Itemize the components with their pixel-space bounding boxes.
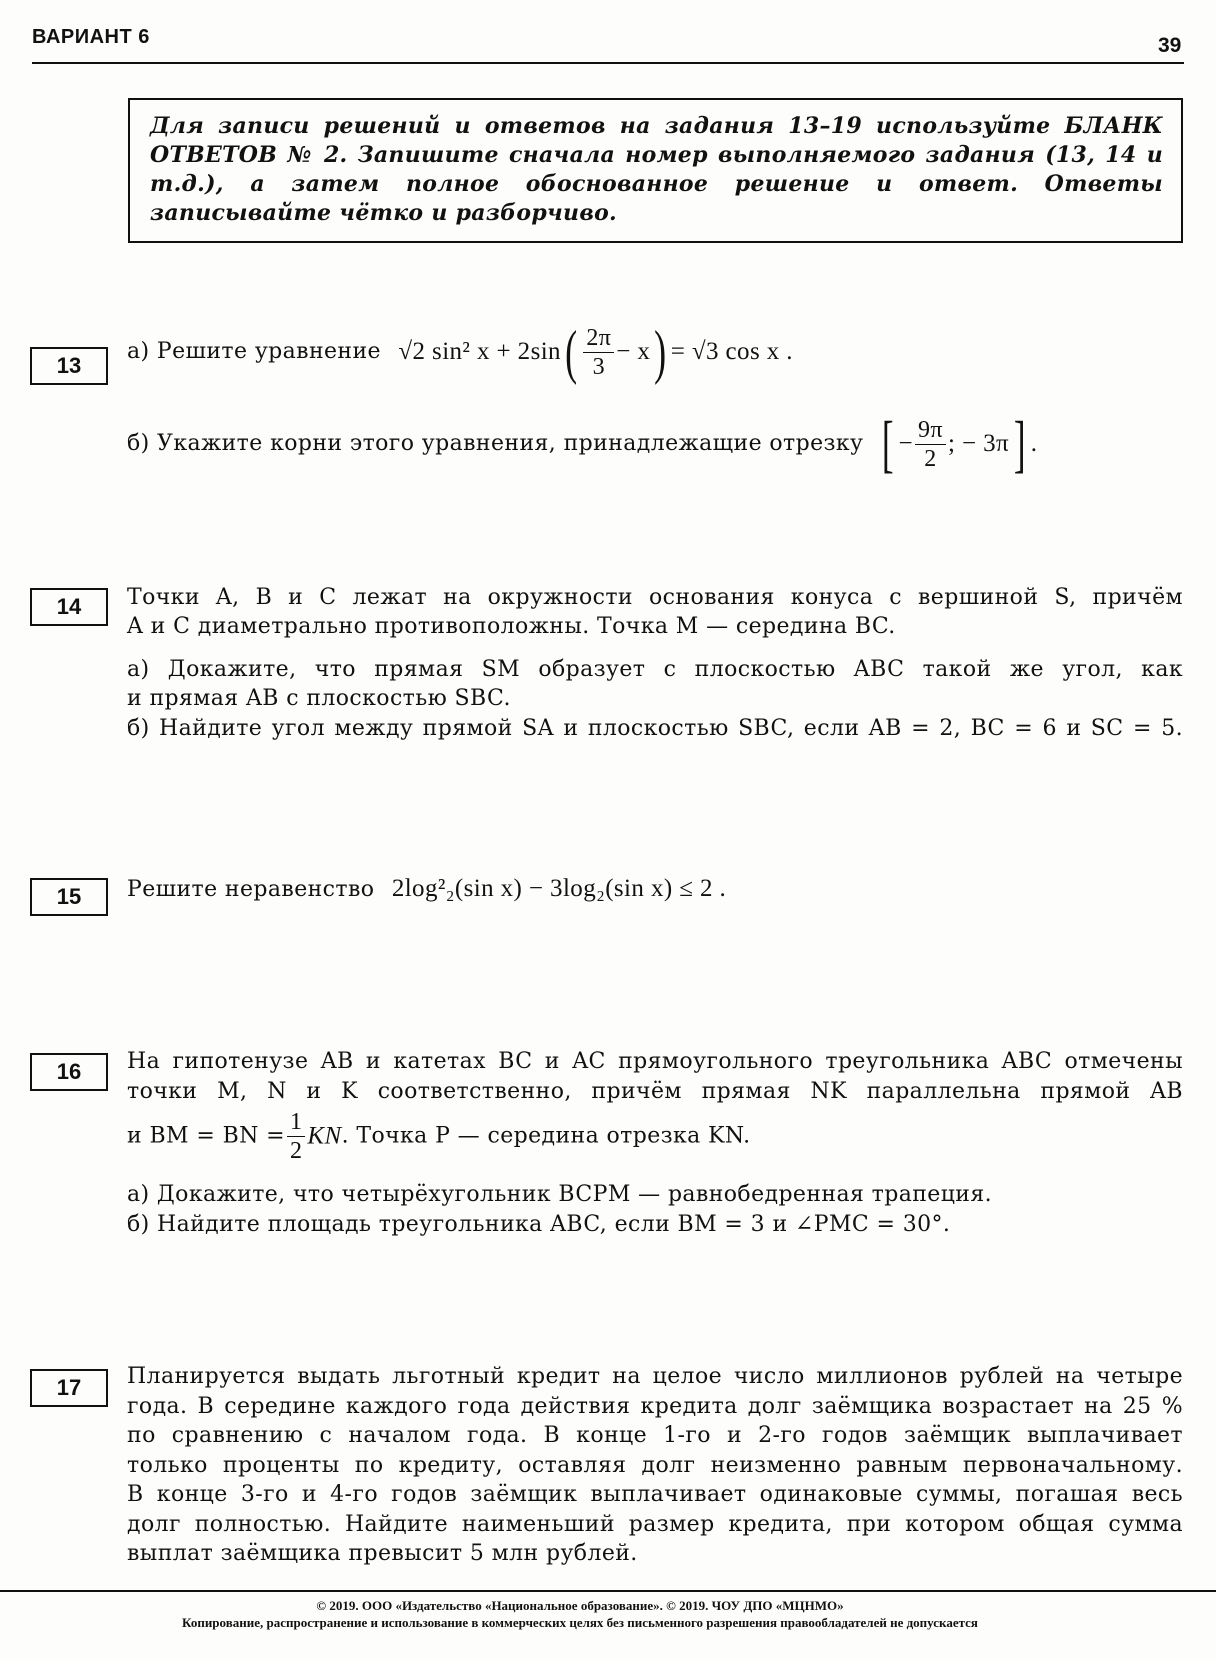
footer-line-2: Копирование, распространение и использование в коммерческих целях без письменного разрешения правообладателей не допускается — [182, 1615, 978, 1630]
task-13-frac-den: 3 — [592, 353, 606, 380]
task-13-b-fraction — [915, 416, 946, 473]
task-13-frac-num: 2π — [583, 324, 614, 353]
task-14-number: 14 — [30, 588, 108, 626]
task-16-line-2: точки M, N и K соответственно, причём прямая NK параллельна прямой AB — [127, 1079, 1183, 1104]
task-15-number: 15 — [30, 878, 108, 916]
task-14-a-line-1: а) Докажите, что прямая SM образует с плоскостью ABC такой же угол, как — [127, 657, 1183, 682]
task-13-b-frac-den: 2 — [924, 445, 937, 472]
task-13-number: 13 — [30, 347, 108, 385]
task-13-eq-right: = √3 cos x . — [670, 338, 793, 365]
task-13-part-a — [127, 319, 1127, 386]
footer-divider — [0, 1590, 1216, 1592]
copyright-footer — [0, 1597, 1160, 1631]
task-16-frac-num: 1 — [287, 1108, 305, 1137]
task-16-line-3 — [127, 1108, 751, 1172]
instructions-box: Для записи решений и ответов на задания 13–19 используйте БЛАНК ОТВЕТОВ № 2. Запишите сначала номер выполняемого задания (13, 14 и т.д.), а затем полное обоснованное решение и ответ. Ответы записывайте чётко и разборчиво. — [128, 98, 1183, 243]
task-16-b-line: б) Найдите площадь треугольника ABC, если BM = 3 и ∠PMC = 30°. — [127, 1212, 951, 1237]
task-13-b-label: б) Укажите корни этого уравнения, принадлежащие отрезку — [127, 431, 864, 456]
task-17-line-3: по сравнению с началом года. В конце 1-го и 2-го годов заёмщик выплачивает — [127, 1423, 1183, 1448]
task-16-a-line: а) Докажите, что четырёхугольник BCPM — равнобедренная трапеция. — [127, 1182, 992, 1207]
task-13-right-bracket: ] — [1013, 408, 1026, 479]
task-13-part-b — [127, 408, 1187, 479]
task-15-label: Решите неравенство — [127, 877, 375, 902]
task-13-b-end: . — [1030, 430, 1038, 457]
task-16-number: 16 — [30, 1053, 108, 1091]
task-17-line-6: долг полностью. Найдите наименьший размер кредита, при котором общая сумма — [127, 1512, 1183, 1537]
task-13-left-bracket: [ — [881, 408, 894, 479]
task-13-b-frac-num: 9π — [915, 416, 946, 445]
task-13-eq-inner: − x — [616, 338, 651, 365]
task-15-formula: 2log²₂(sin x) − 3log₂(sin x) ≤ 2 . — [391, 875, 727, 902]
task-13-a-label: а) Решите уравнение — [127, 339, 381, 364]
task-17-line-7: выплат заёмщика превысит 5 млн рублей. — [127, 1541, 638, 1566]
task-16-line-3-start: и BM = BN = — [127, 1123, 286, 1149]
task-17-number: 17 — [30, 1369, 108, 1407]
task-16-frac-den: 2 — [290, 1138, 303, 1164]
task-16-fraction — [287, 1108, 305, 1165]
task-13-b-minus: − — [898, 430, 914, 457]
task-13-right-paren: ) — [654, 319, 667, 385]
task-13-left-paren: ( — [565, 319, 578, 385]
task-17-line-5: В конце 3-го и 4-го годов заёмщик выплачивает одинаковые суммы, погашая весь — [127, 1482, 1183, 1507]
task-15-content — [127, 874, 726, 905]
task-14-line-2: A и C диаметрально противоположны. Точка M — середина BC. — [127, 614, 896, 639]
page-number: 39 — [1158, 34, 1182, 57]
task-17-line-4: только проценты по кредиту, оставляя долг неизменно равным первоначальному. — [127, 1453, 1183, 1478]
task-16-line-1: На гипотенузе AB и катетах BC и AC прямоугольного треугольника ABC отмечены — [127, 1049, 1183, 1074]
task-17-line-2: года. В середине каждого года действия кредита долг заёмщика возрастает на 25 % — [127, 1394, 1183, 1419]
task-14-b-line: б) Найдите угол между прямой SA и плоскостью SBC, если AB = 2, BC = 6 и SC = 5. — [127, 716, 1183, 741]
task-14-a-line-2: и прямая AB с плоскостью SBC. — [127, 686, 511, 711]
task-13-fraction — [583, 324, 614, 381]
header-divider — [32, 62, 1184, 64]
footer-line-1: © 2019. ООО «Издательство «Национальное образование». © 2019. ЧОУ ДПО «МЦНМО» — [316, 1598, 844, 1613]
task-13-b-rest: ; − 3π — [947, 430, 1010, 457]
task-13-eq-left: √2 sin² x + 2sin — [398, 338, 561, 365]
task-14-line-1: Точки A, B и C лежат на окружности основания конуса с вершиной S, причём — [127, 585, 1183, 610]
variant-label: ВАРИАНТ 6 — [32, 26, 150, 48]
task-17-line-1: Планируется выдать льготный кредит на целое число миллионов рублей на четыре — [127, 1364, 1183, 1389]
task-16-line-3-mid: KN — [307, 1122, 342, 1150]
task-16-line-3-end: . Точка P — середина отрезка KN. — [341, 1123, 751, 1149]
